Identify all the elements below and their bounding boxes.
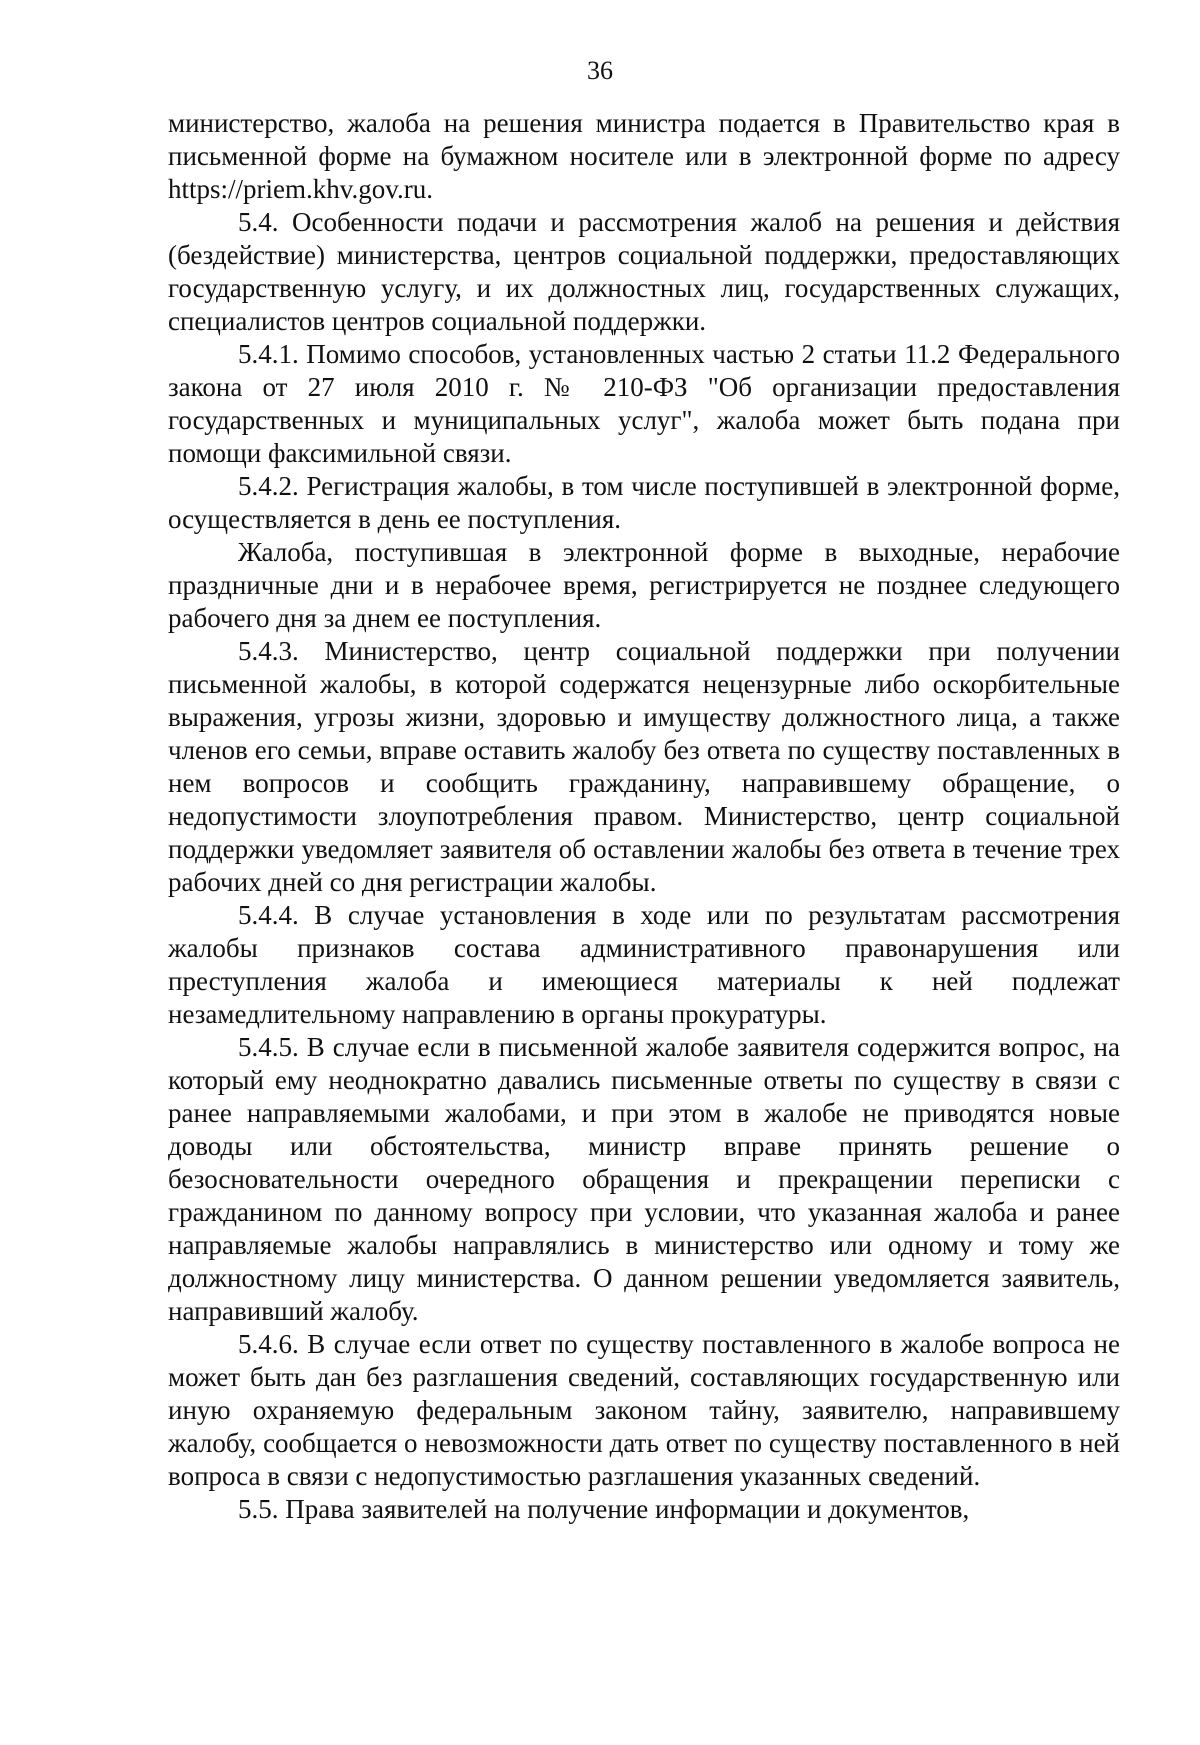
paragraph-5-4-3: 5.4.3. Министерство, центр социальной поддержки при получении письменной жалобы, в которой содержатся нецензурные либо оскорбительные выражения, угрозы жизни, здоровью и имуществу должностного лица, а также членов его семьи, вправе оставить жалобу без ответа по существу поставленных в нем вопросов и сообщить гражданину, направившему обращение, о недопустимости злоупотребления правом. Министерство, центр социальной поддержки уведомляет заявителя об оставлении жалобы без ответа в течение трех рабочих дней со дня регистрации жалобы. [168, 636, 1120, 897]
paragraph-5-4-6: 5.4.6. В случае если ответ по существу поставленного в жалобе вопроса не может быть дан без разглашения сведений, составляющих государственную или иную охраняемую федеральным законом тайну, заявителю, направившему жалобу, сообщается о невозможности дать ответ по существу поставленного в ней вопроса в связи с недопустимостью разглашения указанных сведений. [168, 1329, 1120, 1491]
paragraph-continuation: министерство, жалоба на решения министра подается в Правительство края в письменной форме на бумажном носителе или в электронной форме по адресу https://priem.khv.gov.ru. [168, 108, 1120, 204]
paragraph-5-4-5: 5.4.5. В случае если в письменной жалобе заявителя содержится вопрос, на который ему неоднократно давались письменные ответы по существу в связи с ранее направляемыми жалобами, и при этом в жалобе не приводятся новые доводы или обстоятельства, министр вправе принять решение о безосновательности очередного обращения и прекращении переписки с гражданином по данному вопросу при условии, что указанная жалоба и ранее направляемые жалобы направлялись в министерство или одному и тому же должностному лицу министерства. О данном решении уведомляется заявитель, направивший жалобу. [168, 1032, 1120, 1326]
document-body [168, 107, 1120, 1526]
paragraph-5-4: 5.4. Особенности подачи и рассмотрения жалоб на решения и действия (бездействие) министерства, центров социальной поддержки, предоставляющих государственную услугу, и их должностных лиц, государственных служащих, специалистов центров социальной поддержки. [168, 207, 1120, 336]
paragraph-5-4-2: 5.4.2. Регистрация жалобы, в том числе поступившей в электронной форме, осуществляется в день ее поступления. [168, 471, 1120, 534]
paragraph-5-4-1: 5.4.1. Помимо способов, установленных частью 2 статьи 11.2 Федерального закона от 27 июля 2010 г. № 210-ФЗ "Об организации предоставления государственных и муниципальных услуг", жалоба может быть подана при помощи факсимильной связи. [168, 339, 1120, 468]
paragraph-5-4-2-note: Жалоба, поступившая в электронной форме в выходные, нерабочие праздничные дни и в нерабочее время, регистрируется не позднее следующего рабочего дня за днем ее поступления. [168, 537, 1120, 633]
page-number: 36 [587, 56, 613, 85]
paragraph-5-4-4: 5.4.4. В случае установления в ходе или по результатам рассмотрения жалобы признаков состава административного правонарушения или преступления жалоба и имеющиеся материалы к ней подлежат незамедлительному направлению в органы прокуратуры. [168, 900, 1120, 1029]
paragraph-5-5: 5.5. Права заявителей на получение информации и документов, [238, 1494, 970, 1524]
